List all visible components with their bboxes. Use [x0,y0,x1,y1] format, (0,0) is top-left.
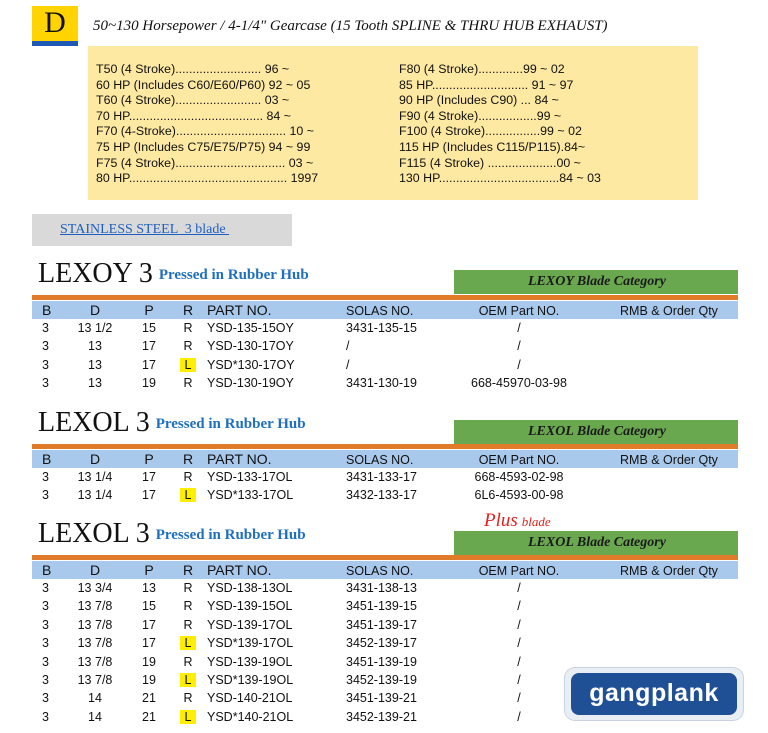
column-b-header: B [42,451,52,467]
gangplank-logo [565,668,743,720]
column-solas-no-cell [346,580,417,596]
cell-value: 13 1/2 [77,321,113,335]
cell-value: 3452-139-17 [346,636,417,651]
cell-value: 3 [42,709,49,724]
column-r-cell [177,375,199,391]
cell-value: 3452-139-19 [346,673,417,687]
column-part-no-cell [207,375,294,391]
column-solas-no-header: SOLAS NO. [346,564,414,578]
cell-value: / [346,357,350,372]
column-part-no-header: PART NO. [207,562,272,578]
section-model-name: LEXOL 3 [38,518,150,549]
model-entry: T50 (4 Stroke)......................... 96 ~ [96,62,290,76]
cell-value: 13 7/8 [77,636,113,651]
cell-value: YSD-140-21OL [207,691,293,706]
column-p-cell [138,635,160,651]
column-r-cell [177,469,199,485]
cell-value: 3 [42,376,49,391]
column-d-cell [70,598,120,614]
column-d-cell [70,487,120,503]
cell-value: R [183,581,193,595]
cell-value: 3 [42,691,49,706]
column-solas-no-cell [346,709,417,725]
cell-value: YSD*139-17OL [207,636,294,651]
model-entry: 70 HP....................................... 84 ~ [96,108,292,123]
column-b-cell [42,487,49,503]
cell-value: / [517,357,521,372]
column-p-cell [138,320,160,336]
table-row[interactable] [32,486,738,504]
cell-value: 3 [42,617,49,632]
column-part-no-cell [207,598,292,614]
section-model-name: LEXOY 3 [38,258,153,289]
column-r-header: R [182,562,194,578]
column-d-cell [70,690,120,706]
column-p-cell [138,672,160,688]
cell-value: R [183,470,193,484]
column-d-header: D [89,562,101,578]
table-row[interactable] [32,356,738,374]
cell-value: YSD-135-15OY [207,321,294,335]
cell-value: 13 [142,581,156,595]
cell-value: 3 [42,470,49,484]
left-hand-rotation-mark: L [180,636,197,650]
column-r-header: R [182,451,194,467]
column-oem-part-no-cell [459,320,579,336]
column-oem-part-no-cell [459,654,579,670]
cell-value: 13 [88,357,102,372]
column-r-cell [177,320,199,336]
cell-value: 3 [42,357,49,372]
cell-value: YSD*133-17OL [207,488,294,503]
model-entry: F100 (4 Stroke)................99 ~ 02 [399,124,582,139]
table-header-row [32,450,738,468]
cell-value: / [517,673,521,687]
column-d-cell [70,654,120,670]
column-solas-no-cell [346,469,417,485]
column-oem-part-no-cell [459,672,579,688]
column-part-no-cell [207,580,292,596]
cell-value: / [517,321,521,335]
column-b-cell [42,375,49,391]
cell-value: 13 7/8 [77,617,113,632]
cell-value: 3431-135-15 [346,321,417,335]
column-r-cell [177,709,199,725]
cell-value: / [517,599,521,614]
plus-text: Plus [484,510,518,531]
section-divider [32,444,738,449]
column-solas-no-header: SOLAS NO. [346,453,414,467]
material-label-box [32,214,292,246]
cell-value: YSD-138-13OL [207,581,293,595]
column-solas-no-cell [346,690,417,706]
column-d-cell [70,709,120,725]
column-b-cell [42,357,49,373]
blade-category-banner [454,270,738,294]
column-p-header: P [144,302,154,318]
column-p-cell [138,709,160,725]
column-r-cell [177,672,199,688]
cell-value: / [517,581,521,595]
model-entry: F75 (4 Stroke)................................ 03 ~ [96,155,314,170]
model-compatibility-box [88,46,698,200]
column-oem-part-no-cell [459,469,579,485]
column-part-no-header: PART NO. [207,451,272,467]
plus-blade-label [484,510,551,532]
column-r-cell [177,357,199,373]
column-d-cell [70,672,120,688]
column-p-cell [138,580,160,596]
table-row[interactable] [32,634,738,652]
cell-value: 3 [42,599,49,614]
cell-value: R [183,654,193,669]
page-title: 50~130 Horsepower / 4-1/4" Gearcase (15 Tooth SPLINE & THRU HUB EXHAUST) [93,18,608,34]
cell-value: 3432-133-17 [346,488,417,503]
column-d-cell [70,617,120,633]
cell-value: / [346,339,350,354]
cell-value: / [517,339,521,354]
column-oem-part-no-cell [459,690,579,706]
column-b-cell [42,709,49,725]
cell-value: 14 [88,691,102,706]
cell-value: 3 [42,581,49,595]
table-row[interactable] [32,374,738,392]
cell-value: 17 [142,357,156,372]
column-r-cell [177,598,199,614]
blade-text: blade [521,514,551,529]
cell-value: 3 [42,339,49,354]
cell-value: 17 [142,488,156,503]
model-entry: 130 HP...................................84 ~ 03 [399,171,601,186]
cell-value: / [517,709,521,724]
column-part-no-cell [207,487,293,503]
column-solas-no-cell [346,635,417,651]
cell-value: 3451-139-19 [346,654,417,669]
cell-value: R [183,376,193,391]
column-oem-part-no-cell [459,357,579,373]
cell-value: R [183,691,193,706]
cell-value: 3452-139-21 [346,709,417,724]
cell-value: 668-4593-02-98 [474,470,564,484]
cell-value: 3 [42,321,49,335]
column-r-header: R [182,302,194,318]
section-badge: D [32,6,78,46]
cell-value: 13 7/8 [77,599,113,614]
cell-value: R [183,339,193,354]
column-part-no-cell [207,690,292,706]
table-header-row [32,301,738,319]
column-part-no-cell [207,709,293,725]
cell-value: 17 [142,636,156,651]
cell-value: 13 7/8 [77,673,113,687]
left-hand-rotation-mark: L [180,673,197,687]
material-link[interactable]: STAINLESS STEEL 3 blade [60,222,230,237]
column-part-no-cell [207,320,294,336]
model-list-left [96,62,318,187]
cell-value: / [517,654,521,669]
cell-value: 3 [42,654,49,669]
column-b-cell [42,672,49,688]
column-d-header: D [89,451,101,467]
section-title [38,407,306,440]
cell-value: 15 [142,321,156,335]
cell-value: YSD*140-21OL [207,709,294,724]
column-oem-part-no-cell [459,375,579,391]
cell-value: YSD-130-19OY [207,376,294,391]
model-entry: F70 (4-Stroke)................................ 10 ~ [96,124,314,139]
model-entry: 90 HP (Includes C90) ... 84 ~ [399,93,559,108]
cell-value: 21 [142,691,156,706]
column-d-cell [70,635,120,651]
cell-value: 13 1/4 [77,488,113,503]
cell-value: 13 [88,376,102,391]
cell-value: 19 [142,654,156,669]
model-entry: 75 HP (Includes C75/E75/P75) 94 ~ 99 [96,139,311,154]
column-solas-no-cell [346,338,349,354]
cell-value: YSD-139-15OL [207,599,293,614]
cell-value: 19 [142,673,156,687]
column-b-cell [42,320,49,336]
model-entry: F90 (4 Stroke).................99 ~ [399,108,562,123]
table-row[interactable] [32,616,738,634]
model-entry: 80 HP.............................................. 1997 [96,171,319,186]
logo-text: gangplank [589,679,719,707]
cell-value: 3451-139-17 [346,617,417,632]
section-subtitle: Pressed in Rubber Hub [158,267,309,283]
blade-category-label: LEXOL Blade Category [528,424,666,439]
section-divider [32,555,738,560]
column-solas-no-cell [346,654,417,670]
column-oem-part-no-cell [459,487,579,503]
model-entry: 60 HP (Includes C60/E60/P60) 92 ~ 05 [96,77,311,92]
section-title [38,258,309,291]
cell-value: 13 [88,339,102,354]
column-d-cell [70,320,120,336]
cell-value: R [183,617,193,632]
cell-value: 3 [42,636,49,651]
column-part-no-cell [207,357,295,373]
column-b-header: B [42,562,52,578]
column-r-cell [177,617,199,633]
column-p-header: P [144,451,154,467]
column-p-header: P [144,562,154,578]
blade-category-label: LEXOY Blade Category [528,274,666,289]
column-b-cell [42,635,49,651]
cell-value: YSD*139-19OL [207,673,294,687]
column-rmb-order-qty-header: RMB & Order Qty [620,304,718,318]
column-part-no-cell [207,672,293,688]
column-b-header: B [42,302,52,318]
column-r-cell [177,487,199,503]
column-solas-no-cell [346,357,349,373]
column-d-cell [70,357,120,373]
model-entry: 115 HP (Includes C115/P115).84~ [399,139,586,154]
column-part-no-header: PART NO. [207,302,272,318]
table-row[interactable] [32,337,738,355]
cell-value: 17 [142,339,156,354]
section-subtitle: Pressed in Rubber Hub [155,527,306,543]
column-solas-no-cell [346,617,417,633]
column-part-no-cell [207,617,292,633]
column-b-cell [42,580,49,596]
column-p-cell [138,357,160,373]
logo-plate [571,673,737,715]
cell-value: / [517,617,521,632]
model-entry: F80 (4 Stroke).............99 ~ 02 [399,62,565,76]
column-d-cell [70,469,120,485]
cell-value: 3451-139-15 [346,599,417,614]
cell-value: 3451-139-21 [346,691,417,706]
column-r-cell [177,690,199,706]
column-p-cell [138,375,160,391]
left-hand-rotation-mark: L [180,710,197,724]
cell-value: 14 [88,709,102,724]
section-title [38,518,306,551]
column-p-cell [138,654,160,670]
cell-value: YSD-139-19OL [207,654,293,669]
column-oem-part-no-header: OEM Part NO. [478,564,560,578]
cell-value: YSD-130-17OY [207,339,294,354]
section-model-name: LEXOL 3 [38,407,150,438]
column-p-cell [138,469,160,485]
column-p-cell [138,690,160,706]
cell-value: 19 [142,376,156,391]
cell-value: 13 1/4 [77,470,113,484]
cell-value: / [517,636,521,651]
cell-value: 6L6-4593-00-98 [474,488,564,503]
column-solas-no-cell [346,375,417,391]
blade-category-label: LEXOL Blade Category [528,535,666,550]
cell-value: 668-45970-03-98 [471,376,567,391]
column-d-cell [70,375,120,391]
cell-value: 21 [142,709,156,724]
column-rmb-order-qty-header: RMB & Order Qty [620,453,718,467]
column-d-cell [70,580,120,596]
column-oem-part-no-cell [459,598,579,614]
column-d-header: D [89,302,101,318]
table-row[interactable] [32,319,738,337]
column-p-cell [138,617,160,633]
model-entry: T60 (4 Stroke)......................... 03 ~ [96,93,290,108]
section-subtitle: Pressed in Rubber Hub [155,416,306,432]
column-oem-part-no-cell [459,617,579,633]
table-header-row [32,561,738,579]
cell-value: YSD*130-17OY [207,357,295,372]
column-oem-part-no-cell [459,338,579,354]
cell-value: 13 7/8 [77,654,113,669]
column-solas-no-cell [346,672,417,688]
column-solas-no-header: SOLAS NO. [346,304,414,318]
column-p-cell [138,598,160,614]
cell-value: 3 [42,488,49,503]
column-b-cell [42,469,49,485]
column-r-cell [177,654,199,670]
left-hand-rotation-mark: L [180,488,197,502]
cell-value: 3431-133-17 [346,470,417,484]
column-part-no-cell [207,654,292,670]
column-b-cell [42,598,49,614]
column-r-cell [177,338,199,354]
table-row[interactable] [32,597,738,615]
section-divider [32,295,738,300]
blade-category-banner [454,420,738,444]
column-b-cell [42,654,49,670]
column-oem-part-no-cell [459,635,579,651]
model-entry: 85 HP............................ 91 ~ 97 [399,77,574,92]
column-rmb-order-qty-header: RMB & Order Qty [620,564,718,578]
left-hand-rotation-mark: L [180,358,197,372]
cell-value: 3431-130-19 [346,376,417,391]
column-oem-part-no-header: OEM Part NO. [478,304,560,318]
column-b-cell [42,690,49,706]
column-b-cell [42,617,49,633]
model-list-right [399,62,601,187]
column-part-no-cell [207,469,292,485]
column-part-no-cell [207,635,293,651]
column-oem-part-no-header: OEM Part NO. [478,453,560,467]
column-p-cell [138,487,160,503]
cell-value: YSD-139-17OL [207,617,293,632]
cell-value: YSD-133-17OL [207,470,293,484]
column-solas-no-cell [346,320,417,336]
cell-value: / [517,691,521,706]
cell-value: R [183,321,193,335]
column-b-cell [42,338,49,354]
cell-value: 17 [142,470,156,484]
column-solas-no-cell [346,487,417,503]
table-row[interactable] [32,468,738,486]
table-row[interactable] [32,579,738,597]
column-p-cell [138,338,160,354]
cell-value: 15 [142,599,156,614]
column-solas-no-cell [346,598,417,614]
model-entry: F115 (4 Stroke) ....................00 ~ [399,155,581,170]
column-part-no-cell [207,338,294,354]
cell-value: 13 3/4 [77,581,113,595]
cell-value: 17 [142,617,156,632]
cell-value: 3431-138-13 [346,581,417,595]
column-d-cell [70,338,120,354]
blade-category-banner [454,531,738,555]
column-oem-part-no-cell [459,580,579,596]
cell-value: 3 [42,673,49,687]
column-r-cell [177,635,199,651]
cell-value: R [183,599,193,614]
column-r-cell [177,580,199,596]
column-oem-part-no-cell [459,709,579,725]
